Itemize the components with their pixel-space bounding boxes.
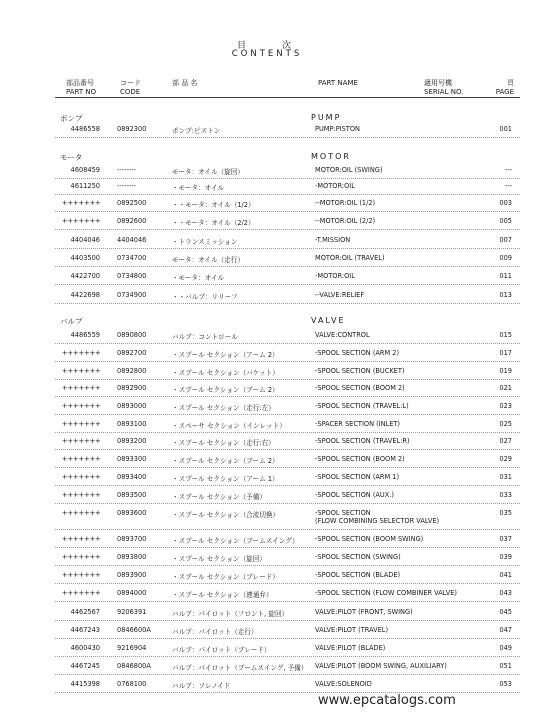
part-name-en: MOTOR:OIL (SWING) bbox=[315, 166, 383, 174]
part-name-jp: ・・モータ：オイル（1/2） bbox=[172, 201, 255, 209]
part-number: 4600430 bbox=[70, 644, 100, 652]
page-number: 045 bbox=[499, 608, 512, 616]
page-number: 047 bbox=[499, 626, 512, 634]
part-number: 4462567 bbox=[70, 608, 100, 616]
part-number: 4415398 bbox=[70, 680, 100, 688]
row-divider bbox=[55, 674, 520, 675]
part-name-en: VALVE:PILOT (BLADE) bbox=[315, 644, 386, 652]
code: 0734700 bbox=[117, 254, 147, 262]
code: 0768100 bbox=[117, 680, 147, 688]
part-name-jp: ・・モータ：オイル（2/2） bbox=[172, 219, 255, 227]
part-number: 4486559 bbox=[70, 331, 100, 339]
code: 0846800A bbox=[117, 662, 151, 670]
header-name-jp: 部 品 名 bbox=[172, 79, 198, 87]
page-number: 043 bbox=[499, 589, 512, 597]
part-name-en: -SPOOL SECTION (TRAVEL:R) bbox=[315, 437, 410, 445]
row-divider bbox=[55, 343, 520, 344]
list-item bbox=[0, 535, 534, 551]
header-code-en: CODE bbox=[120, 88, 141, 96]
header-serial bbox=[424, 79, 463, 97]
page-number: 029 bbox=[499, 455, 512, 463]
part-name-jp: ・スプール セクション（ブーム 2） bbox=[172, 386, 279, 394]
header-name-en: PART NAME bbox=[318, 79, 358, 87]
part-name-en-cont: (FLOW COMBINING SELECTOR VALVE) bbox=[315, 517, 440, 525]
list-item bbox=[0, 272, 534, 288]
part-name-jp: ・スプール セクション（走行:右） bbox=[172, 439, 275, 447]
page-number: 035 bbox=[499, 509, 512, 517]
list-item bbox=[0, 420, 534, 436]
section-motor-en: MOTOR bbox=[311, 152, 351, 161]
row-divider bbox=[55, 379, 520, 380]
part-name-en: -SPOOL SECTION (ARM 1) bbox=[315, 473, 400, 481]
part-name-en: -SPOOL SECTION bbox=[315, 509, 371, 517]
code: 0892600 bbox=[117, 217, 147, 225]
part-name-jp: バルブ：ソレノイド bbox=[172, 682, 231, 690]
part-number: 4467243 bbox=[70, 626, 100, 634]
row-divider bbox=[55, 467, 520, 468]
code: -------- bbox=[117, 182, 137, 190]
part-number: +++++++ bbox=[62, 589, 101, 597]
list-item bbox=[0, 199, 534, 215]
part-name-jp: バルブ：コントロール bbox=[172, 333, 238, 341]
row-divider bbox=[55, 485, 520, 486]
header-part-jp: 部品番号 bbox=[66, 79, 94, 87]
page-number: 031 bbox=[499, 473, 512, 481]
part-number: +++++++ bbox=[62, 217, 101, 225]
page-number: --- bbox=[504, 182, 512, 190]
row-divider bbox=[55, 656, 520, 657]
header-code bbox=[120, 79, 141, 97]
list-item bbox=[0, 662, 534, 678]
part-name-jp: モータ：オイル（走行） bbox=[172, 256, 244, 264]
code: 0893800 bbox=[117, 553, 147, 561]
list-item bbox=[0, 571, 534, 587]
list-item bbox=[0, 626, 534, 642]
code: 0734800 bbox=[117, 272, 147, 280]
list-item bbox=[0, 182, 534, 198]
code: 0734900 bbox=[117, 291, 147, 299]
part-name-jp: ・スプール セクション（走行:左） bbox=[172, 404, 275, 412]
row-divider bbox=[55, 547, 520, 548]
page-number: --- bbox=[504, 166, 512, 174]
part-name-jp: ・スプール セクション（ブームスイング） bbox=[172, 537, 299, 545]
part-number: +++++++ bbox=[62, 420, 101, 428]
part-name-en: -SPOOL SECTION (FLOW COMBINER VALVE) bbox=[315, 589, 457, 597]
part-number: 4422698 bbox=[70, 291, 100, 299]
list-item bbox=[0, 166, 534, 182]
part-name-en: -SPOOL SECTION (ARM 2) bbox=[315, 349, 400, 357]
page-number: 051 bbox=[499, 662, 512, 670]
row-divider bbox=[55, 638, 520, 639]
part-name-en: -SPOOL SECTION (TRAVEL:L) bbox=[315, 402, 409, 410]
code: 0892500 bbox=[117, 199, 147, 207]
part-name-jp: ・モータ：オイル bbox=[172, 184, 225, 192]
part-name-jp: ・スプール セクション（合流切換） bbox=[172, 511, 280, 519]
page-number: 019 bbox=[499, 367, 512, 375]
watermark: www.epcatalogs.com bbox=[318, 693, 456, 708]
part-number: 4403500 bbox=[70, 254, 100, 262]
part-name-jp: ・・バルブ：リリーフ bbox=[172, 293, 238, 301]
part-number: 4467245 bbox=[70, 662, 100, 670]
list-item bbox=[0, 367, 534, 383]
part-name-en: --MOTOR:OIL (1/2) bbox=[315, 199, 376, 207]
part-name-en: VALVE:PILOT (BOOM SWING, AUXILIARY) bbox=[315, 662, 447, 670]
page-number: 033 bbox=[499, 491, 512, 499]
part-number: +++++++ bbox=[62, 437, 101, 445]
code: 0846600A bbox=[117, 626, 151, 634]
code: -------- bbox=[117, 166, 137, 174]
row-divider bbox=[55, 396, 520, 397]
part-number: +++++++ bbox=[62, 535, 101, 543]
part-name-jp: ・スプール セクション（ブーム 2） bbox=[172, 457, 279, 465]
list-item bbox=[0, 331, 534, 347]
part-name-jp: ・スプール セクション（旋回） bbox=[172, 555, 266, 563]
header-rule bbox=[55, 97, 520, 98]
part-number: 4486558 bbox=[70, 125, 100, 133]
part-name-jp: ・スプール セクション（予備） bbox=[172, 493, 266, 501]
part-number: 4404046 bbox=[70, 236, 100, 244]
part-number: +++++++ bbox=[62, 384, 101, 392]
part-name-jp: ・トランスミッション bbox=[172, 238, 238, 246]
row-divider bbox=[55, 248, 520, 249]
list-item bbox=[0, 384, 534, 400]
part-name-en: -SPOOL SECTION (SWING) bbox=[315, 553, 401, 561]
code: 0893000 bbox=[117, 402, 147, 410]
part-name-jp: バルブ：パイロット（ブームスイング, 予備） bbox=[172, 664, 308, 672]
list-item bbox=[0, 291, 534, 307]
header-part bbox=[66, 79, 96, 97]
code: 0893300 bbox=[117, 455, 147, 463]
page-number: 021 bbox=[499, 384, 512, 392]
code: 0893400 bbox=[117, 473, 147, 481]
row-divider bbox=[55, 449, 520, 450]
code: 0893500 bbox=[117, 491, 147, 499]
part-name-en: VALVE:CONTROL bbox=[315, 331, 370, 339]
row-divider bbox=[55, 361, 520, 362]
list-item bbox=[0, 473, 534, 489]
part-name-en: -MOTOR:OIL bbox=[315, 272, 355, 280]
part-number: 4422700 bbox=[70, 272, 100, 280]
page-number: 023 bbox=[499, 402, 512, 410]
part-name-jp: バルブ：パイロット（走行） bbox=[172, 628, 258, 636]
row-divider bbox=[55, 620, 520, 621]
page-number: 007 bbox=[499, 236, 512, 244]
part-number: +++++++ bbox=[62, 473, 101, 481]
part-number: 4611250 bbox=[70, 182, 100, 190]
code: 0893700 bbox=[117, 535, 147, 543]
part-name-jp: ・スプール セクション（ブレード） bbox=[172, 573, 279, 581]
row-divider bbox=[55, 266, 520, 267]
part-number: +++++++ bbox=[62, 553, 101, 561]
list-item bbox=[0, 254, 534, 270]
row-divider bbox=[55, 211, 520, 212]
row-divider bbox=[55, 432, 520, 433]
list-item bbox=[0, 608, 534, 624]
row-divider bbox=[55, 583, 520, 584]
part-number: +++++++ bbox=[62, 367, 101, 375]
page-number: 009 bbox=[499, 254, 512, 262]
page-number: 017 bbox=[499, 349, 512, 357]
part-name-en: -SPOOL SECTION (BOOM SWING) bbox=[315, 535, 424, 543]
row-divider bbox=[55, 601, 520, 602]
header-serial-en: SERIAL NO. bbox=[424, 88, 464, 96]
section-motor-jp: モータ bbox=[60, 153, 83, 162]
part-name-en: VALVE:PILOT (FRONT, SWING) bbox=[315, 608, 413, 616]
list-item bbox=[0, 437, 534, 453]
header-page-jp: 頁 bbox=[507, 79, 514, 87]
part-name-jp: モータ：オイル（旋回） bbox=[172, 168, 244, 176]
row-divider bbox=[55, 178, 520, 179]
title-en: CONTENTS bbox=[231, 49, 303, 59]
list-item bbox=[0, 236, 534, 252]
page-number: 041 bbox=[499, 571, 512, 579]
code: 0893600 bbox=[117, 509, 147, 517]
code: 0893100 bbox=[117, 420, 147, 428]
section-valve-jp: バルブ bbox=[60, 317, 83, 326]
page-number: 037 bbox=[499, 535, 512, 543]
row-divider bbox=[55, 529, 520, 530]
row-divider bbox=[55, 194, 520, 195]
list-item bbox=[0, 491, 534, 507]
row-divider bbox=[55, 284, 520, 285]
part-name-jp: ・スペーサ セクション（インレット） bbox=[172, 422, 286, 430]
part-number: 4608459 bbox=[70, 166, 100, 174]
list-item bbox=[0, 644, 534, 660]
part-name-jp: ・スプール セクション（バケット） bbox=[172, 369, 279, 377]
list-item bbox=[0, 509, 534, 533]
row-divider bbox=[55, 503, 520, 504]
code: 0893200 bbox=[117, 437, 147, 445]
header-page bbox=[494, 79, 514, 97]
part-name-en: --VALVE:RELIEF bbox=[315, 291, 365, 299]
code: 0892300 bbox=[117, 125, 147, 133]
part-name-en: -T.MISSION bbox=[315, 236, 351, 244]
part-name-en: VALVE:SOLENOID bbox=[315, 680, 372, 688]
section-valve-en: VALVE bbox=[311, 316, 346, 325]
code: 9216904 bbox=[117, 644, 147, 652]
list-item bbox=[0, 402, 534, 418]
part-name-en: -SPOOL SECTION (BUCKET) bbox=[315, 367, 405, 375]
code: 0893900 bbox=[117, 571, 147, 579]
page-number: 053 bbox=[499, 680, 512, 688]
code: 0890800 bbox=[117, 331, 147, 339]
code: 0894000 bbox=[117, 589, 147, 597]
code: 0892800 bbox=[117, 367, 147, 375]
list-item bbox=[0, 349, 534, 365]
page-number: 049 bbox=[499, 644, 512, 652]
row-divider bbox=[55, 414, 520, 415]
part-number: +++++++ bbox=[62, 509, 101, 517]
part-number: +++++++ bbox=[62, 491, 101, 499]
part-name-en: -SPACER SECTION (INLET) bbox=[315, 420, 400, 428]
section-pump-jp: ポンプ bbox=[60, 114, 83, 123]
part-name-en: -SPOOL SECTION (BLADE) bbox=[315, 571, 401, 579]
part-name-en: MOTOR:OIL (TRAVEL) bbox=[315, 254, 385, 262]
section-pump-en: PUMP bbox=[311, 113, 342, 122]
list-item bbox=[0, 589, 534, 605]
page-number: 025 bbox=[499, 420, 512, 428]
page-number: 005 bbox=[499, 217, 512, 225]
part-name-en: -MOTOR:OIL bbox=[315, 182, 355, 190]
code: 9206391 bbox=[117, 608, 147, 616]
part-number: +++++++ bbox=[62, 349, 101, 357]
part-number: +++++++ bbox=[62, 571, 101, 579]
header-part-en: PART NO bbox=[66, 88, 97, 96]
header-page-en: PAGE bbox=[495, 88, 514, 96]
page-number: 003 bbox=[499, 199, 512, 207]
part-name-jp: バルブ：パイロット（フロント, 旋回） bbox=[172, 610, 289, 618]
page-number: 027 bbox=[499, 437, 512, 445]
list-item bbox=[0, 125, 534, 141]
part-name-jp: ・スプール セクション（アーム 2） bbox=[172, 351, 279, 359]
code: 4404046 bbox=[117, 236, 147, 244]
part-name-jp: ・スプール セクション（連通弁） bbox=[172, 591, 273, 599]
page-number: 001 bbox=[499, 125, 512, 133]
row-divider bbox=[55, 303, 520, 304]
part-name-en: -SPOOL SECTION (AUX.) bbox=[315, 491, 394, 499]
part-name-en: VALVE:PILOT (TRAVEL) bbox=[315, 626, 389, 634]
page-number: 015 bbox=[499, 331, 512, 339]
header-serial-jp: 適用号機 bbox=[424, 79, 452, 87]
list-item bbox=[0, 455, 534, 471]
code: 0892900 bbox=[117, 384, 147, 392]
part-name-jp: バルブ：パイロット（ブレード） bbox=[172, 646, 271, 654]
row-divider bbox=[55, 137, 520, 138]
page-number: 013 bbox=[499, 291, 512, 299]
part-number: +++++++ bbox=[62, 455, 101, 463]
part-name-jp: ポンプ:ピストン bbox=[172, 127, 221, 135]
code: 0892700 bbox=[117, 349, 147, 357]
part-number: +++++++ bbox=[62, 199, 101, 207]
list-item bbox=[0, 217, 534, 233]
part-name-en: -SPOOL SECTION (BOOM 2) bbox=[315, 455, 405, 463]
part-number: +++++++ bbox=[62, 402, 101, 410]
list-item bbox=[0, 553, 534, 569]
row-divider bbox=[55, 565, 520, 566]
part-name-jp: ・モータ：オイル bbox=[172, 274, 225, 282]
page-number: 011 bbox=[499, 272, 512, 280]
header-code-jp: コード bbox=[120, 79, 141, 87]
title-jp: 目 次 bbox=[236, 41, 297, 51]
part-name-en: -SPOOL SECTION (BOOM 2) bbox=[315, 384, 405, 392]
part-name-en: PUMP:PISTON bbox=[315, 125, 360, 133]
part-name-en: --MOTOR:OIL (2/2) bbox=[315, 217, 376, 225]
row-divider bbox=[55, 229, 520, 230]
part-name-jp: ・スプール セクション（アーム 1） bbox=[172, 475, 279, 483]
page-number: 039 bbox=[499, 553, 512, 561]
